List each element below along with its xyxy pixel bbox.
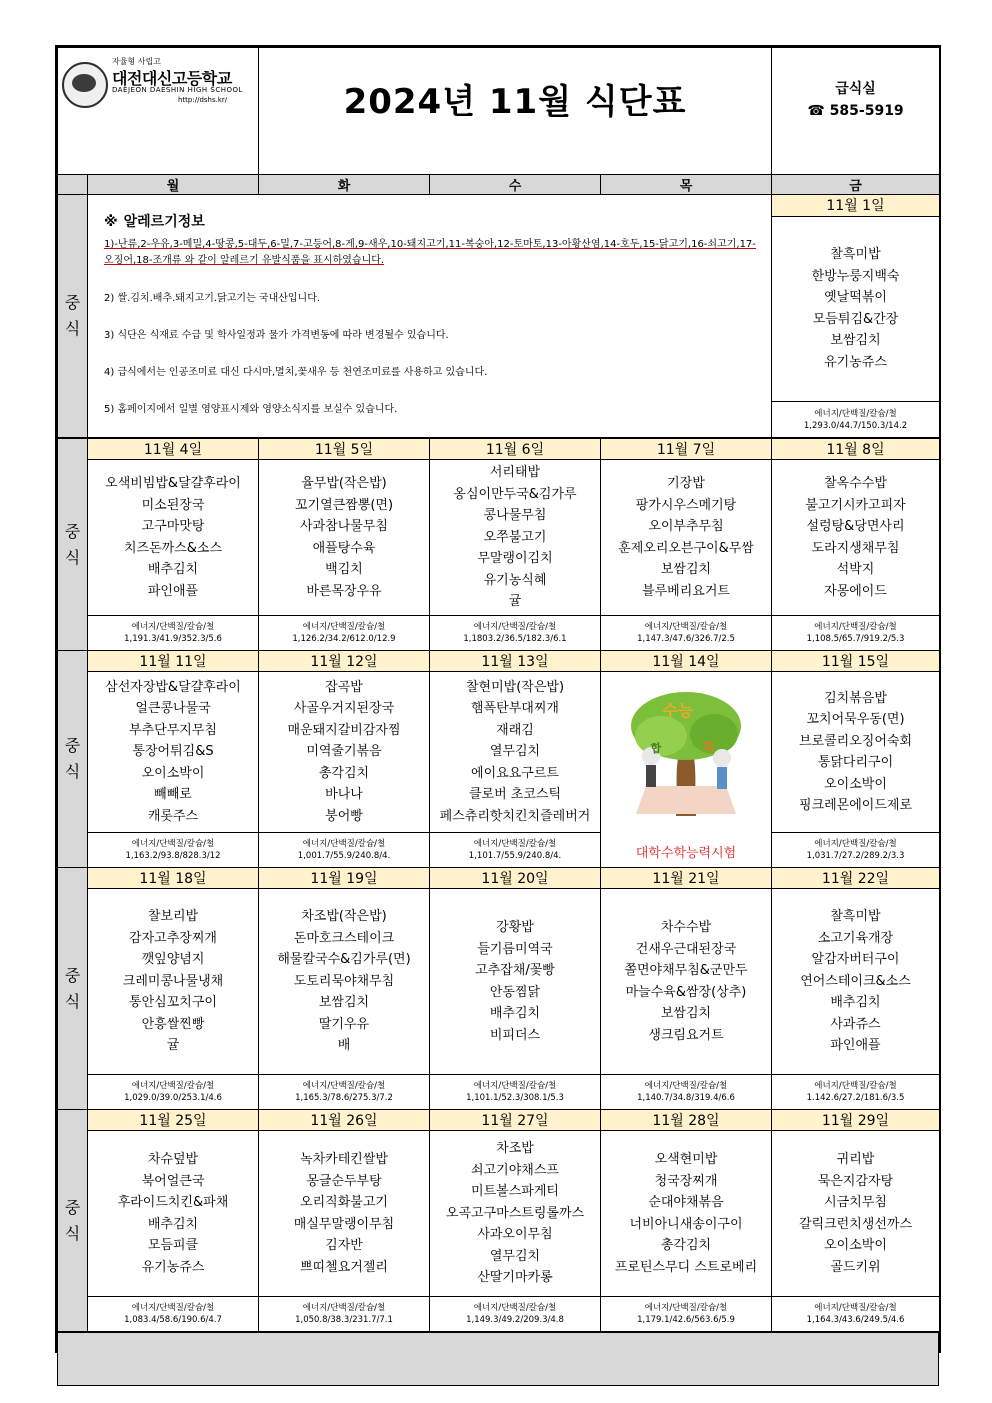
- day-thu: 목: [601, 175, 772, 195]
- menu-cell: [772, 460, 940, 616]
- nutrition-cell: 에너지/단백질/칼슘/철 1,1803.2/36.5/182.3/6.1: [430, 616, 601, 651]
- menu-item: 율무밥(작은밥): [301, 476, 387, 491]
- date-cell: 11월 12일: [259, 651, 430, 672]
- menu-item: 핑크레몬에이드제로: [798, 798, 913, 813]
- menu-item: 몽글순두부탕: [306, 1173, 382, 1189]
- menu-item: 돈마호크스테이크: [293, 930, 395, 946]
- menu-item: 꼬기열큰짬뽕(면): [294, 497, 394, 513]
- menu-item: 해물칼국수&김가루(면): [277, 952, 411, 968]
- menu-item: 건새우근대된장국: [635, 941, 737, 957]
- date-cell: 11월 22일: [772, 868, 940, 889]
- date-cell: 11월 26일: [259, 1110, 430, 1131]
- office-info: [772, 48, 940, 175]
- exam-tree-illustration: [626, 686, 746, 816]
- menu-item: 총각김치: [660, 1238, 712, 1253]
- menu-item: 보쌈김치: [660, 562, 712, 577]
- allergy-notice: [88, 195, 772, 438]
- menu-item: 미역줄기볶음: [306, 744, 382, 760]
- menu-item: 치즈돈까스&소스: [123, 540, 223, 556]
- menu-item: 미소된장국: [141, 497, 205, 513]
- menu-item: 백김치: [325, 562, 363, 577]
- menu-item: 골드키위: [830, 1259, 881, 1275]
- menu-item: 통닭다리구이: [817, 755, 894, 770]
- menu-cell: [601, 1131, 772, 1297]
- nutrition-cell: 에너지/단백질/칼슘/철 1,101.1/52.3/308.1/5.3: [430, 1075, 601, 1110]
- day-fri: 금: [772, 175, 940, 195]
- menu-cell: [430, 1131, 601, 1297]
- menu-item: 잡곡밥: [325, 679, 363, 695]
- menu-item: 사과참나물무침: [300, 519, 388, 534]
- menu-item: 차슈덮밥: [147, 1152, 199, 1167]
- nutrition-cell: 에너지/단백질/칼슘/철 1,147.3/47.6/326.7/2.5: [601, 616, 772, 651]
- menu-item: 오이소박이: [824, 776, 887, 792]
- menu-item: 마늘수육&쌈장(상추): [625, 984, 747, 1000]
- menu-cell: [88, 889, 259, 1075]
- menu-item: 보쌈김치: [830, 333, 881, 349]
- menu-item: 북어얼큰국: [141, 1173, 205, 1189]
- menu-item: 들기름미역국: [477, 941, 553, 957]
- page-title: 2024년 11월 식단표: [259, 48, 772, 175]
- menu-item: 순대야채볶음: [648, 1195, 724, 1210]
- menu-item: 깻잎양념지: [141, 952, 205, 968]
- nutrition-cell: 에너지/단백질/칼슘/철 1,164.3/43.6/249.5/4.6: [772, 1297, 940, 1332]
- menu-item: 비피더스: [489, 1027, 541, 1043]
- school-name-en: DAEJEON DAESHIN HIGH SCHOOL: [112, 86, 243, 94]
- menu-item: 고구마맛탕: [141, 519, 205, 534]
- menu-item: 청국장찌개: [654, 1173, 718, 1189]
- menu-item: 쫄면야채무침&군만두: [624, 963, 748, 978]
- menu-item: 묵은지감자탕: [817, 1173, 894, 1189]
- menu-item: 재래김: [496, 722, 534, 738]
- date-cell: 11월 29일: [772, 1110, 940, 1131]
- menu-item: 배추김치: [147, 1216, 199, 1232]
- badge-text: 합: [650, 742, 662, 755]
- nutrition-cell: 에너지/단백질/칼슘/철 1,179.1/42.6/563.6/5.9: [601, 1297, 772, 1332]
- menu-item: 모듬피클: [147, 1238, 199, 1253]
- day-wed: 수: [430, 175, 601, 195]
- menu-item: 파인애플: [147, 583, 199, 599]
- menu-item: 모듬튀김&간장: [812, 311, 899, 327]
- menu-item: 보쌈김치: [318, 995, 370, 1011]
- menu-item: 배추김치: [147, 562, 199, 577]
- meal-label: 중 식: [58, 868, 88, 1110]
- menu-item: 미트볼스파게티: [471, 1184, 559, 1200]
- badge-text: 수능: [662, 701, 694, 720]
- notice-item: 3) 식단은 식재료 수급 및 학사일정과 물가 가격변동에 따라 변경될수 있습니다.: [104, 330, 449, 341]
- menu-item: 프로틴스무디 스트로베리: [614, 1259, 758, 1275]
- menu-item: 녹차카테킨쌀밥: [300, 1152, 388, 1167]
- menu-item: 찰현미밥(작은밥): [465, 679, 565, 695]
- notice-item: 5) 홈페이지에서 일별 영양표시제와 영양소식지를 보실수 있습니다.: [104, 404, 398, 415]
- date-cell: 11월 25일: [88, 1110, 259, 1131]
- allergy-list: 1)-난류,2-우유,3-메밀,4-땅콩,5-대두,6-밀,7-고등어,8-게,9-새우,10-돼지고기,11-복숭아,12-토마토,13-아황산염,14-호두,15-닭고기,16-쇠고기,17-오징어,18-조개류 와 같이 알레르기 유발식품을 표시하였습니다.: [104, 239, 756, 266]
- menu-cell: [88, 1131, 259, 1297]
- nutrition-cell: 에너지/단백질/칼슘/철 1,293.0/44.7/150.3/14.2: [772, 402, 940, 438]
- menu-item: 훈제오리오븐구이&무쌈: [618, 540, 754, 556]
- menu-item: 딸기우유: [318, 1016, 370, 1032]
- nutrition-cell: 에너지/단백질/칼슘/철 1,101.7/55.9/240.8/4.: [430, 833, 601, 868]
- school-url: http://dshs.kr/: [178, 96, 228, 104]
- menu-item: 오쭈불고기: [483, 529, 547, 545]
- menu-item: 사과쥬스: [830, 1016, 881, 1032]
- menu-item: 김자반: [325, 1238, 363, 1253]
- menu-item: 오리직화불고기: [300, 1195, 388, 1210]
- menu-item: 감자고추장찌개: [129, 930, 217, 946]
- menu-sheet: [55, 45, 941, 1353]
- menu-item: 오이소박이: [824, 1238, 887, 1253]
- menu-item: 무말랭이김치: [477, 551, 553, 567]
- menu-cell: [772, 1131, 940, 1297]
- school-type: 자율형 사립고: [112, 57, 161, 66]
- menu-cell: [259, 672, 430, 833]
- menu-item: 애플탕수육: [312, 540, 376, 556]
- nutrition-cell: 에너지/단백질/칼슘/철 1,029.0/39.0/253.1/4.6: [88, 1075, 259, 1110]
- menu-item: 옛날떡볶이: [824, 290, 887, 306]
- nutrition-cell: 에너지/단백질/칼슘/철 1,163.2/93.8/828.3/12: [88, 833, 259, 868]
- menu-item: 오색비빔밥&달걀후라이: [105, 476, 241, 491]
- day-tue: 화: [259, 175, 430, 195]
- nutrition-cell: 에너지/단백질/칼슘/철 1,191.3/41.9/352.3/5.6: [88, 616, 259, 651]
- menu-item: 매실무말랭이무침: [293, 1216, 395, 1232]
- menu-item: 기장밥: [667, 476, 705, 491]
- menu-item: 찰흑미밥: [830, 909, 881, 925]
- notice-title: ※ 알레르기정보: [104, 214, 205, 230]
- date-cell: 11월 1일: [772, 195, 940, 217]
- school-emblem-icon: [62, 62, 108, 108]
- menu-item: 생크림요거트: [648, 1027, 724, 1043]
- footer-band: [57, 1332, 939, 1386]
- menu-item: 옹심이만두국&김가루: [453, 486, 577, 502]
- menu-cell: [772, 672, 940, 833]
- nutrition-cell: 에너지/단백질/칼슘/철 1.142.6/27.2/181.6/3.5: [772, 1075, 940, 1110]
- menu-item: 열무김치: [489, 1248, 541, 1264]
- menu-item: 찰흑미밥: [830, 247, 881, 263]
- menu-item: 쇠고기야채스프: [471, 1162, 559, 1178]
- date-cell: 11월 19일: [259, 868, 430, 889]
- menu-item: 소고기육개장: [817, 930, 894, 946]
- footer-cell: [58, 1333, 939, 1386]
- menu-item: 꼬치어묵우동(면): [806, 712, 905, 727]
- date-cell: 11월 21일: [601, 868, 772, 889]
- menu-item: 유기농식혜: [483, 572, 547, 588]
- menu-item: 오곡고구마스트링롤까스: [445, 1205, 585, 1221]
- menu-item: 안동찜닭: [489, 984, 541, 1000]
- menu-item: 차수수밥: [660, 920, 712, 935]
- menu-item: 알감자버터구이: [811, 952, 900, 968]
- menu-item: 오이소박이: [141, 765, 205, 781]
- menu-item: 에이요요구르트: [471, 765, 559, 781]
- menu-item: 바나나: [325, 787, 363, 803]
- exam-caption: 대학수학능력시험: [635, 846, 737, 861]
- menu-item: 귤: [166, 1038, 180, 1054]
- date-cell: 11월 7일: [601, 439, 772, 460]
- menu-item: 사과오이무침: [477, 1227, 553, 1243]
- menu-item: 석박지: [836, 562, 875, 577]
- menu-cell: [259, 889, 430, 1075]
- notice-item: 2) 쌀.김치.배추.돼지고기.닭고기는 국내산입니다.: [104, 293, 321, 304]
- exam-day-cell: [601, 672, 772, 868]
- menu-cell: [88, 460, 259, 616]
- school-logo-block: [58, 48, 259, 175]
- nutrition-cell: 에너지/단백질/칼슘/철 1,140.7/34.8/319.4/6.6: [601, 1075, 772, 1110]
- menu-item: 도토리묵야채무침: [293, 973, 395, 989]
- menu-item: 김치볶음밥: [824, 690, 887, 706]
- menu-item: 붕어빵: [325, 808, 363, 824]
- corner-cell: [58, 175, 88, 195]
- meal-label: 중 식: [58, 651, 88, 868]
- menu-item: 햄폭탄부대찌개: [471, 701, 559, 717]
- menu-item: 차조밥(작은밥): [301, 909, 387, 925]
- menu-item: 안흥쌀찐빵: [141, 1016, 205, 1032]
- meal-label: 중 식: [58, 439, 88, 651]
- date-cell: 11월 6일: [430, 439, 601, 460]
- menu-item: 오이부추무침: [648, 519, 724, 534]
- menu-item: 후라이드치킨&파채: [117, 1195, 229, 1210]
- menu-item: 차조밥: [496, 1141, 534, 1157]
- weekday-header: [58, 175, 940, 195]
- date-cell: 11월 5일: [259, 439, 430, 460]
- menu-cell: [430, 889, 601, 1075]
- menu-item: 통장어튀김&S: [132, 744, 214, 760]
- menu-item: 강황밥: [496, 920, 534, 935]
- date-cell: 11월 4일: [88, 439, 259, 460]
- nutrition-cell: 에너지/단백질/칼슘/철 1,165.3/78.6/275.3/7.2: [259, 1075, 430, 1110]
- menu-item: 귤: [508, 594, 522, 610]
- nutrition-cell: 에너지/단백질/칼슘/철 1,149.3/49.2/209.3/4.8: [430, 1297, 601, 1332]
- menu-item: 사골우거지된장국: [293, 701, 395, 717]
- office-phone: ☎ 585-5919: [807, 103, 904, 119]
- menu-item: 오색현미밥: [654, 1152, 718, 1167]
- menu-cell: [430, 460, 601, 616]
- menu-table: [57, 47, 940, 438]
- menu-cell: [772, 889, 940, 1075]
- menu-item: 한방누룽지백숙: [811, 268, 900, 284]
- menu-item: 페스츄리핫치킨치즐레버거: [439, 808, 591, 824]
- menu-item: 배: [337, 1038, 351, 1054]
- menu-item: 도라지생채무침: [811, 540, 900, 556]
- menu-item: 찰보리밥: [147, 909, 199, 925]
- menu-item: 삼선자장밥&달걀후라이: [105, 679, 241, 695]
- menu-item: 쁘띠첼요거젤리: [300, 1259, 388, 1275]
- menu-item: 서리태밥: [489, 465, 541, 481]
- date-cell: 11월 28일: [601, 1110, 772, 1131]
- menu-item: 산딸기마카롱: [477, 1270, 553, 1286]
- nutrition-cell: 에너지/단백질/칼슘/철 1,126.2/34.2/612.0/12.9: [259, 616, 430, 651]
- menu-item: 부추단무지무침: [129, 722, 217, 738]
- menu-item: 매운돼지갈비감자찜: [287, 722, 401, 738]
- weeks-table: [57, 438, 940, 1332]
- menu-cell: [88, 672, 259, 833]
- date-cell: 11월 20일: [430, 868, 601, 889]
- menu-item: 배추김치: [830, 995, 881, 1011]
- menu-item: 갈릭크런치생선까스: [798, 1216, 913, 1232]
- menu-item: 배추김치: [489, 1006, 541, 1021]
- menu-cell: [259, 460, 430, 616]
- school-name: 대전대신고등학교: [112, 69, 232, 88]
- menu-item: 브로콜리오징어숙회: [798, 733, 913, 749]
- menu-item: 고추잡채/꽃빵: [475, 963, 555, 978]
- nutrition-cell: 에너지/단백질/칼슘/철 1,050.8/38.3/231.7/7.1: [259, 1297, 430, 1332]
- menu-cell: [430, 672, 601, 833]
- badge-text: 격: [701, 741, 715, 756]
- menu-item: 보쌈김치: [660, 1006, 712, 1021]
- menu-cell: [259, 1131, 430, 1297]
- menu-item: 콩나물무침: [483, 508, 547, 524]
- menu-cell: [601, 460, 772, 616]
- menu-cell: [772, 216, 940, 402]
- date-cell: 11월 8일: [772, 439, 940, 460]
- menu-item: 통안심꼬치구이: [129, 995, 217, 1011]
- menu-item: 총각김치: [318, 765, 370, 781]
- menu-item: 블루베리요거트: [642, 583, 730, 599]
- menu-item: 빼빼로: [154, 787, 192, 803]
- meal-label: 중 식: [58, 195, 88, 438]
- meal-label: 중 식: [58, 1110, 88, 1332]
- date-cell: 11월 18일: [88, 868, 259, 889]
- office-name: 급식실: [835, 81, 876, 97]
- menu-item: 크레미콩나물냉채: [122, 973, 224, 989]
- menu-item: 열무김치: [489, 744, 541, 760]
- date-cell: 11월 11일: [88, 651, 259, 672]
- menu-item: 얼큰콩나물국: [135, 701, 211, 717]
- date-cell: 11월 13일: [430, 651, 601, 672]
- nutrition-cell: 에너지/단백질/칼슘/철 1,001.7/55.9/240.8/4.: [259, 833, 430, 868]
- menu-item: 팡가시우스메기탕: [635, 497, 737, 513]
- menu-item: 바른목장우유: [306, 583, 382, 599]
- menu-item: 캐롯주스: [147, 808, 199, 824]
- date-cell: 11월 15일: [772, 651, 940, 672]
- nutrition-cell: 에너지/단백질/칼슘/철 1,108.5/65.7/919.2/5.3: [772, 616, 940, 651]
- menu-item: 설렁탕&당면사리: [806, 519, 905, 534]
- menu-item: 너비아니새송이구이: [629, 1216, 743, 1232]
- date-cell: 11월 27일: [430, 1110, 601, 1131]
- day-mon: 월: [88, 175, 259, 195]
- nutrition-cell: 에너지/단백질/칼슘/철 1,083.4/58.6/190.6/4.7: [88, 1297, 259, 1332]
- menu-item: 파인애플: [830, 1038, 881, 1054]
- date-cell: 11월 14일: [601, 651, 772, 672]
- menu-item: 클로버 초코스틱: [468, 787, 562, 803]
- menu-item: 연어스테이크&소스: [800, 973, 911, 989]
- menu-cell: [601, 889, 772, 1075]
- menu-item: 유기농쥬스: [824, 354, 887, 370]
- menu-item: 시금치무침: [824, 1195, 887, 1210]
- menu-item: 자몽에이드: [824, 583, 887, 599]
- menu-item: 찰옥수수밥: [824, 476, 887, 491]
- notice-item: 4) 급식에서는 인공조미료 대신 다시마,멸치,꽃새우 등 천연조미료를 사용하고 있습니다.: [104, 367, 488, 378]
- nutrition-cell: 에너지/단백질/칼슘/철 1,031.7/27.2/289.2/3.3: [772, 833, 940, 868]
- menu-item: 유기농쥬스: [141, 1259, 205, 1275]
- menu-item: 불고기시카고피자: [805, 497, 906, 513]
- menu-item: 귀리밥: [836, 1152, 875, 1167]
